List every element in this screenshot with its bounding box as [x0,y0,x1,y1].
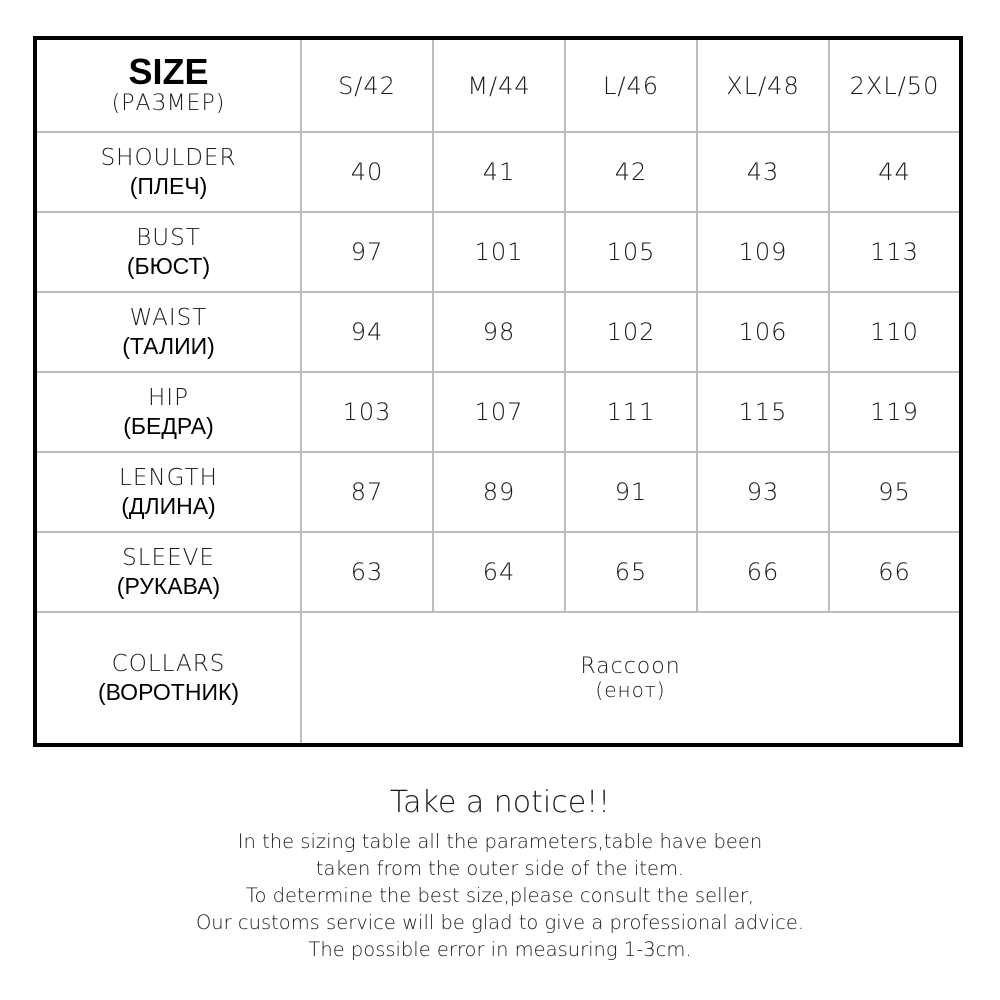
table-row [35,212,961,292]
measurement-cell: 65 [565,532,697,612]
row-label-ru: (БЮСТ) [126,253,211,279]
notice-title: Take a notice!! [389,785,611,820]
row-label-hip [35,372,301,452]
row-label-length [35,452,301,532]
size-column-header: S/42 [301,38,433,132]
row-label-ru: (ВОРОТНИК) [97,679,240,705]
measurement-cell: 98 [433,292,565,372]
collars-value-en: Raccoon [580,654,681,679]
row-label-ru: (БЕДРА) [123,413,214,439]
measurement-cell: 64 [433,532,565,612]
row-label-ru: (ДЛИНА) [121,493,216,519]
row-label-en: COLLARS [111,651,226,677]
notice-line: To determine the best size,please consult the seller, [245,884,755,907]
measurement-cell: 103 [301,372,433,452]
notice-line: Our customs service will be glad to give a professional advice. [195,911,805,934]
row-label-en: SLEEVE [122,545,215,571]
row-label-shoulder [35,132,301,212]
measurement-cell: 41 [433,132,565,212]
row-label-en: SHOULDER [100,145,237,171]
row-label-en: LENGTH [119,465,218,491]
table-row [35,292,961,372]
measurement-cell: 44 [829,132,961,212]
measurement-cell: 107 [433,372,565,452]
notice-line: The possible error in measuring 1-3cm. [308,938,692,961]
size-column-header: 2XL/50 [829,38,961,132]
measurement-cell: 66 [829,532,961,612]
measurement-cell: 113 [829,212,961,292]
measurement-cell: 93 [697,452,829,532]
collars-row [35,612,961,745]
row-label-en: WAIST [129,305,208,331]
notice-line: In the sizing table all the parameters,table have been [237,830,763,853]
measurement-cell: 66 [697,532,829,612]
size-column-header: L/46 [565,38,697,132]
table-row [35,452,961,532]
measurement-cell: 106 [697,292,829,372]
measurement-cell: 91 [565,452,697,532]
table-row [35,532,961,612]
row-label-waist [35,292,301,372]
measurement-cell: 110 [829,292,961,372]
size-chart-table [33,36,963,747]
size-title-ru: (РАЗМЕР) [111,90,226,116]
row-label-en: BUST [136,225,201,251]
row-label-collars [35,612,301,745]
measurement-cell: 94 [301,292,433,372]
table-row [35,132,961,212]
header-row [35,38,961,132]
collars-value-cell [301,612,961,745]
row-label-en: HIP [148,385,189,411]
row-label-sleeve [35,532,301,612]
notice-section [0,782,1000,963]
measurement-cell: 97 [301,212,433,292]
measurement-cell: 102 [565,292,697,372]
row-label-ru: (ТАЛИИ) [122,333,215,359]
measurement-cell: 105 [565,212,697,292]
size-header-cell [35,38,301,132]
measurement-cell: 101 [433,212,565,292]
measurement-cell: 42 [565,132,697,212]
measurement-cell: 87 [301,452,433,532]
measurement-cell: 95 [829,452,961,532]
size-title: SIZE [128,50,209,92]
measurement-cell: 63 [301,532,433,612]
measurement-cell: 89 [433,452,565,532]
measurement-cell: 111 [565,372,697,452]
table-row [35,372,961,452]
row-label-ru: (ПЛЕЧ) [129,173,208,199]
measurement-cell: 40 [301,132,433,212]
collars-value-ru: (енот) [595,678,666,702]
measurement-cell: 115 [697,372,829,452]
row-label-ru: (РУКАВА) [116,573,221,599]
measurement-cell: 119 [829,372,961,452]
size-column-header: M/44 [433,38,565,132]
measurement-cell: 109 [697,212,829,292]
size-column-header: XL/48 [697,38,829,132]
row-label-bust [35,212,301,292]
notice-line: taken from the outer side of the item. [315,857,685,880]
measurement-cell: 43 [697,132,829,212]
